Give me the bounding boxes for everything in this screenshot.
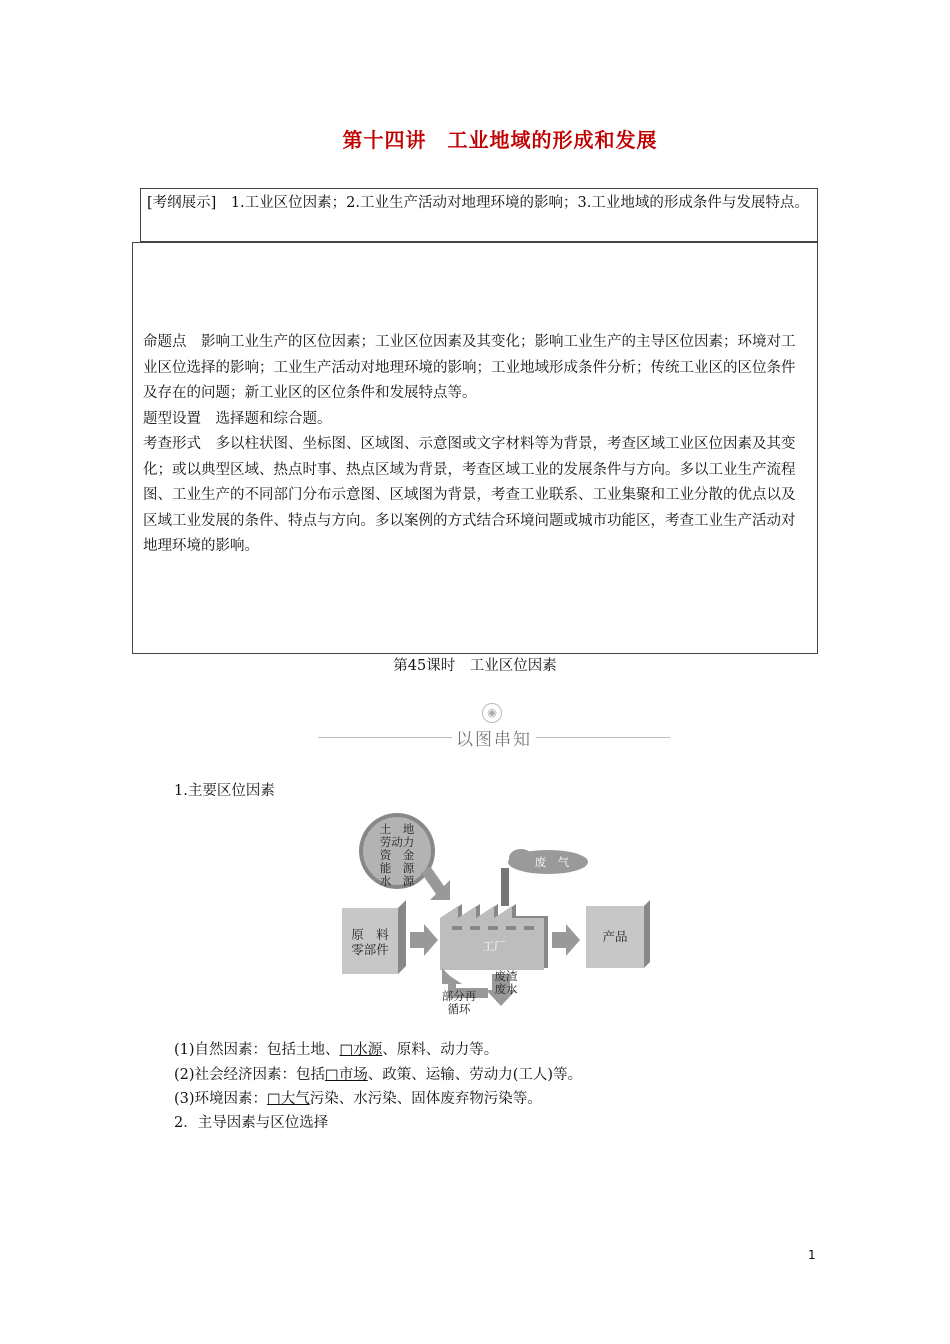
factory-window [506,926,516,930]
divider-label: 以图串知 [456,730,532,750]
socioeconomic-factors-blank: □市场 [325,1067,368,1083]
divider-line-left [318,737,452,738]
syllabus-text: 1.工业区位因素；2.工业生产活动对地理环境的影响；3.工业地域的形成条件与发展特点。 [216,195,809,211]
waste-residue-text: 废渣 [494,969,518,983]
syllabus-box [140,188,818,242]
factors-labels [372,823,422,888]
natural-factors-tail: 、原料、动力等。 [382,1042,499,1058]
factor-capital: 资 金 [379,848,415,862]
waste-water-text: 废水 [494,982,518,996]
exam-point-topics: 命题点 影响工业生产的区位因素；工业区位因素及其变化；影响工业生产的主导区位因素；环境对工业区位选择的影响；工业生产活动对地理环境的影响；工业地域形成条件分析；传统工业区的区位条件及存在的问题；新工业区的区位条件和发展特点等。 [143,334,796,401]
socioeconomic-factors-tail: 、政策、运输、劳动力(工人)等。 [367,1067,583,1083]
socioeconomic-factors-line [174,1063,582,1084]
environmental-factors-tail: 污染、水污染、固体废弃物污染等。 [309,1091,542,1107]
factory-front [440,906,544,970]
exhaust-label: 废 气 [534,855,570,869]
exam-point-question-types: 题型设置 选择题和综合题。 [143,410,332,427]
factory-window [452,926,462,930]
page-number: 1 [808,1248,816,1262]
section-heading-2: 2．主导因素与区位选择 [174,1115,329,1131]
section-heading-1: 1.主要区位因素 [174,783,275,799]
lesson-title: 第45课时 工业区位因素 [393,658,557,674]
natural-factors-text: (1)自然因素：包括土地、 [174,1042,340,1058]
factory-window [488,926,498,930]
raw-materials-label [342,927,398,957]
factory-label: 工厂 [482,939,506,953]
page-title: 第十四讲 工业地域的形成和发展 [342,128,658,152]
components-text: 零部件 [351,942,389,957]
chimney [501,868,509,906]
environmental-factors-blank: □大气 [267,1091,310,1107]
factory-window [524,926,534,930]
divider-line-right [536,737,670,738]
factor-water: 水 源 [379,874,415,888]
location-pin-icon: ◉ [482,703,502,723]
raw-material-text: 原 料 [351,927,389,942]
factors-arrow [420,866,450,900]
waste-label [492,970,520,996]
raw-to-factory-arrow [410,924,438,956]
environmental-factors-text: (3)环境因素： [174,1091,268,1107]
socioeconomic-factors-text: (2)社会经济因素：包括 [174,1067,326,1083]
syllabus-tag: [考纲展示] [147,195,217,211]
industrial-location-diagram [338,812,652,1024]
environmental-factors-line [174,1087,542,1108]
product-label: 产品 [602,929,628,944]
natural-factors-line [174,1038,498,1059]
recycle-label [438,990,480,1016]
section-divider [318,702,670,754]
natural-factors-blank: □水源 [339,1042,383,1058]
factor-labor-power: 劳动力 [379,835,415,849]
factor-energy: 能 源 [379,861,415,875]
factory-window [470,926,480,930]
exam-points-box [132,242,818,654]
exam-point-forms: 考查形式 多以柱状图、坐标图、区域图、示意图或文字材料等为背景，考查区域工业区位因素及其变化；或以典型区域、热点时事、热点区域为背景，考查区域工业的发展条件与方向。多以工业生产流程图、工业生产的不同部门分布示意图、区域图为背景，考查工业联系、工业集聚和工业分散的优点以及区域工业发展的条件、特点与方向。多以案例的方式结合环境问题或城市功能区，考查工业生产活动对地理环境的影响。 [143,436,796,554]
factory-to-product-arrow [552,924,580,956]
recycle-text-1: 部分再 [441,989,477,1003]
recycle-text-2: 循环 [447,1002,471,1016]
factor-land: 土 地 [379,822,415,836]
